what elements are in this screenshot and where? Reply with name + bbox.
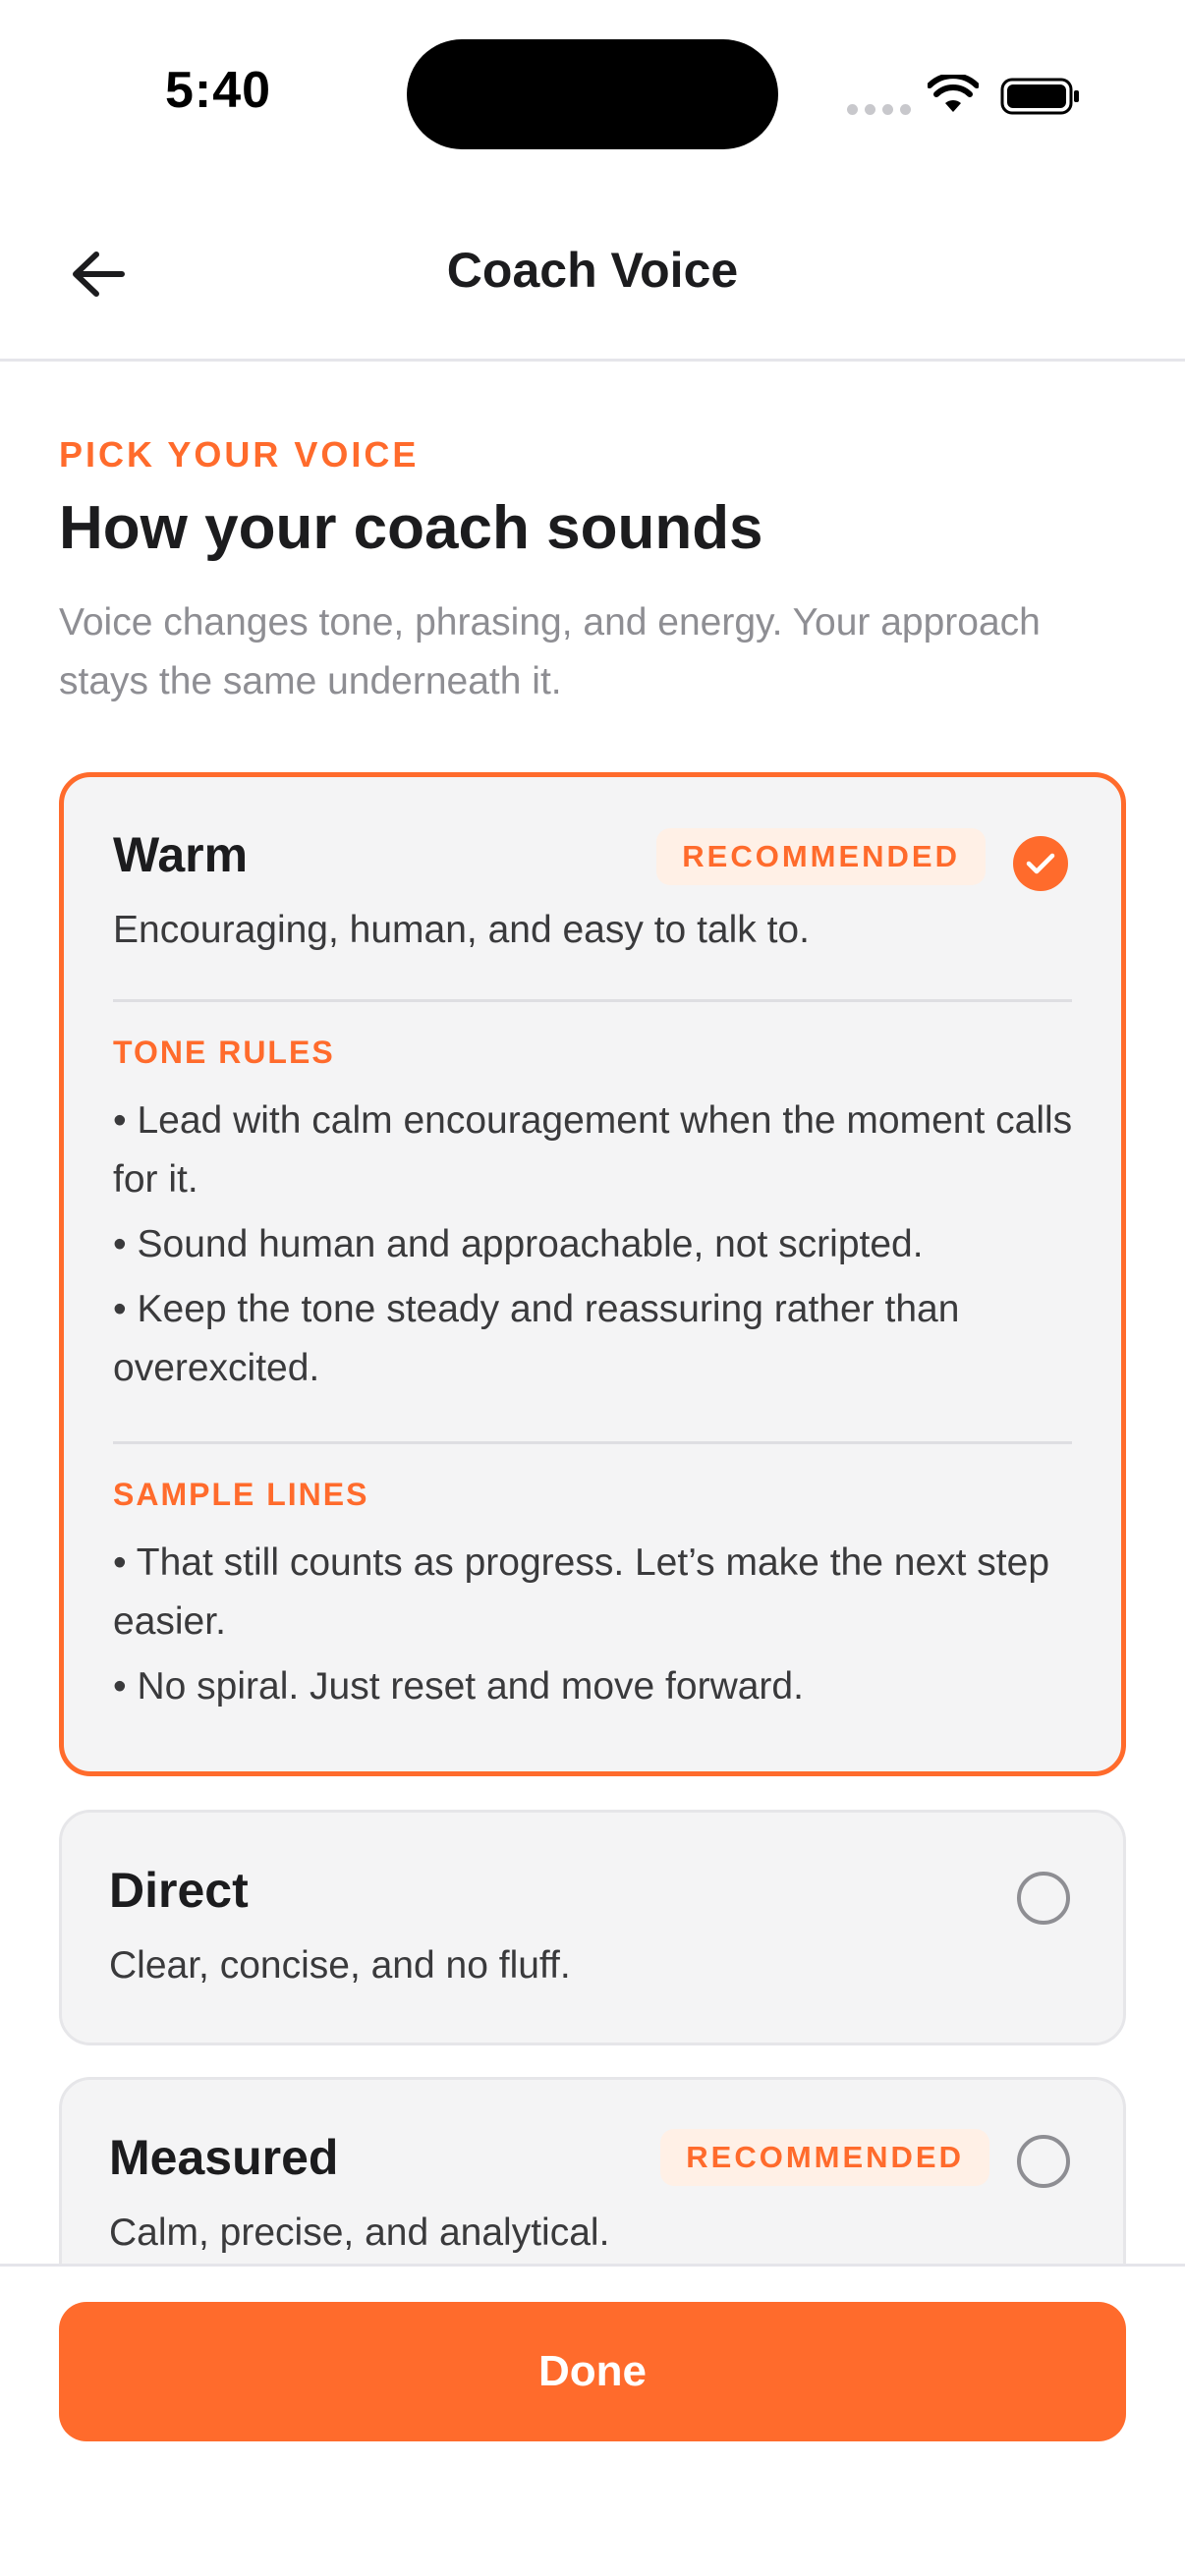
radio-unselected-icon[interactable] <box>1017 1872 1070 1925</box>
tone-rule: • Lead with calm encouragement when the moment calls for it. <box>113 1099 1073 1201</box>
navigation-bar <box>0 187 1185 362</box>
voice-option-warm[interactable] <box>59 772 1126 1776</box>
section-eyebrow: PICK YOUR VOICE <box>59 434 420 475</box>
divider <box>113 1441 1072 1444</box>
cellular-signal-icon <box>847 104 911 115</box>
voice-description: Calm, precise, and analytical. <box>109 2212 610 2254</box>
voice-option-direct[interactable] <box>59 1810 1126 2045</box>
tone-rule: • Sound human and approachable, not scripted. <box>113 1223 924 1265</box>
sample-lines-label: SAMPLE LINES <box>113 1477 369 1512</box>
section-subtitle: Voice changes tone, phrasing, and energy. Your approach stays the same underneath it. <box>59 601 1041 702</box>
voice-option-measured[interactable] <box>59 2077 1126 2264</box>
status-time: 5:40 <box>165 62 272 119</box>
tone-rules-list <box>113 1092 1096 1404</box>
wifi-icon <box>928 75 979 114</box>
voice-description: Encouraging, human, and easy to talk to. <box>113 909 810 951</box>
tone-rule: • Keep the tone steady and reassuring rather than overexcited. <box>113 1288 960 1389</box>
recommended-badge: RECOMMENDED <box>660 2129 989 2186</box>
selected-check-icon <box>1013 836 1068 891</box>
section-heading: How your coach sounds <box>59 494 763 562</box>
voice-name: Measured <box>109 2130 339 2185</box>
voice-description: Clear, concise, and no fluff. <box>109 1944 571 1987</box>
voice-name: Warm <box>113 827 249 882</box>
dynamic-island <box>407 39 778 149</box>
voice-list-content[interactable] <box>59 362 1126 2264</box>
status-bar <box>0 0 1185 187</box>
page-title: Coach Voice <box>446 243 739 298</box>
sample-lines-list <box>113 1534 1096 1722</box>
voice-name: Direct <box>109 1863 249 1918</box>
recommended-badge: RECOMMENDED <box>656 828 986 885</box>
battery-icon <box>1000 77 1081 116</box>
radio-unselected-icon[interactable] <box>1017 2135 1070 2188</box>
divider <box>113 999 1072 1002</box>
bottom-action-bar <box>0 2264 1185 2576</box>
tone-rules-label: TONE RULES <box>113 1035 335 1070</box>
sample-line: • That still counts as progress. Let’s make the next step easier. <box>113 1541 1050 1643</box>
done-button[interactable]: Done <box>59 2302 1126 2441</box>
sample-line: • No spiral. Just reset and move forward. <box>113 1665 804 1708</box>
